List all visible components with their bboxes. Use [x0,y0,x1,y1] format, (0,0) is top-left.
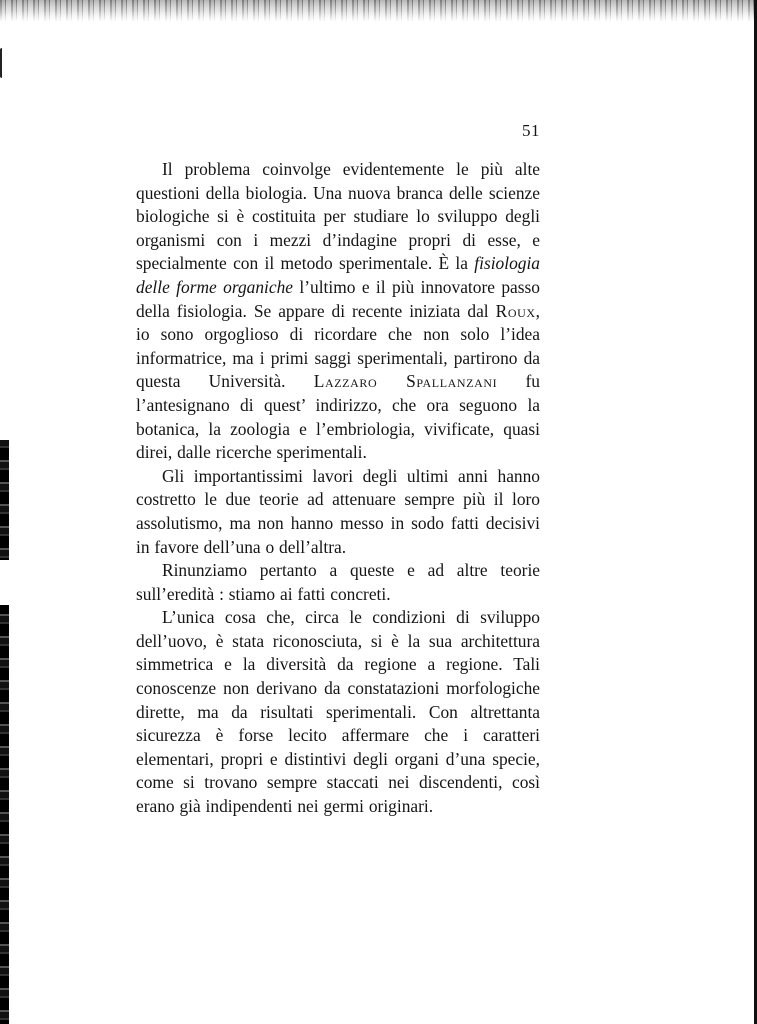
scan-left-mark [0,48,6,78]
text-run: fu l’antesignano di quest’ indirizzo, che ora seguono la botanica, la zoologia e l’embriologia, vivificate, quasi direi, dalle ricerche sperimentali. [136,371,540,463]
paragraph [136,465,540,559]
scan-left-edge [0,440,9,1024]
paragraph [136,559,540,606]
author-name: Roux [495,300,536,321]
paragraph [136,606,540,818]
scan-top-noise [0,0,757,22]
scan-left-edge-gap [0,560,10,605]
text-run: Gli importantissimi lavori degli ultimi anni hanno costretto le due teorie ad attenuare sempre più il loro assolutismo, ma non hanno messo in sodo fatti decisivi in favore dell’una o dell’altra. [136,465,540,557]
author-name: Lazzaro Spallanzani [313,371,498,392]
text-run: Il problema coinvolge evidentemente le più alte questioni della biologia. Una nuova branca delle scienze biologiche si è costituita per studiare lo sviluppo degli organismi con i mezzi d’indagine propri di esse, e specialmente con il metodo sperimentale. È la [136,159,540,274]
body-text [136,158,540,819]
text-run: L’unica cosa che, circa le condizioni di sviluppo dell’uovo, è stata riconosciuta, si è la sua architettura simmetrica e la diversità da regione a regione. Tali conoscenze non derivano da constatazioni morfologiche dirette, ma da risultati sperimentali. Con altrettanta sicurezza è forse lecito affermare che i caratteri elementari, propri e distintivi degli organi d’una specie, come si trovano sempre staccati nei discendenti, così erano già indipendenti nei germi originari. [136,607,540,817]
text-run: , io sono orgoglioso di ricordare che non solo l’idea informatrice, ma i primi saggi sperimentali, partirono da questa Università. [136,300,540,392]
text-run: Rinunziamo pertanto a queste e ad altre teorie sull’eredità : stiamo ai fatti concreti. [136,560,540,604]
text-run: l’ultimo e il più innovatore passo della fisiologia. Se appare di recente iniziata dal [136,276,540,321]
page-number: 51 [522,121,540,140]
italic-term: fisiologia delle forme organiche [136,253,540,297]
paragraph [136,158,540,465]
